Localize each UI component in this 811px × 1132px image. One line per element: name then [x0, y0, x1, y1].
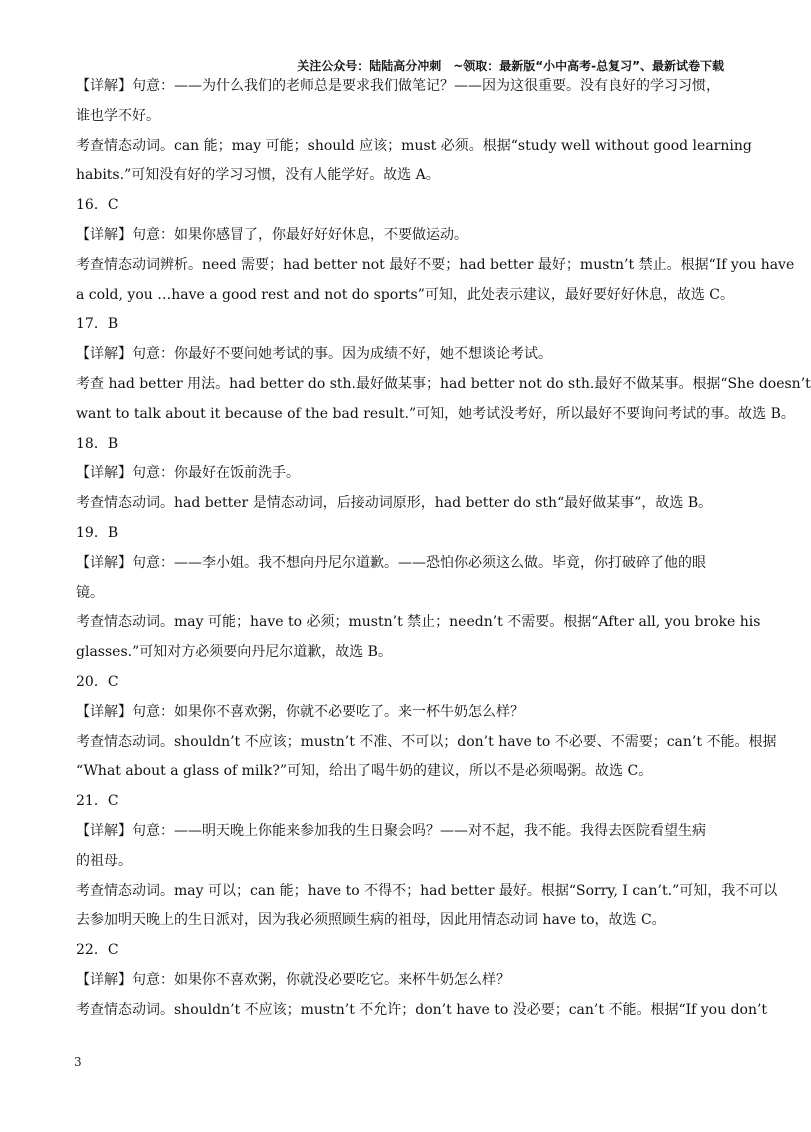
text-line: 考查情态动词。shouldn’t 不应该；mustn’t 不准、不可以；don’t have to 不必要、不需要；can’t 不能。根据: [76, 733, 777, 750]
question-number: 17．B: [76, 316, 119, 333]
text-line: 考查 had better 用法。had better do sth.最好做某事；had better not do sth.最好不做某事。根据“She doesn’t: [76, 375, 811, 392]
question-number: 20．C: [76, 673, 119, 690]
text-line: 考查情态动词。may 可能；have to 必须；mustn’t 禁止；needn’t 不需要。根据“After all, you broke his: [76, 614, 761, 631]
text-line: 【详解】句意：如果你不喜欢粥，你就没必要吃它。来杯牛奶怎么样？: [76, 971, 510, 988]
question-number: 16．C: [76, 197, 119, 214]
text-line: 考查情态动词。shouldn’t 不应该；mustn’t 不允许；don’t have to 没必要；can’t 不能。根据“If you don’t: [76, 1001, 768, 1018]
text-line: a cold, you …have a good rest and not do sports”可知，此处表示建议，最好要好好休息，故选 C。: [76, 286, 735, 303]
text-line: 镜。: [76, 584, 104, 601]
page-header: 关注公众号：陆陆高分冲刺 ~领取：最新版“小中高考-总复习”、最新试卷下载: [297, 59, 724, 73]
text-line: glasses.”可知对方必须要向丹尼尔道歉，故选 B。: [76, 644, 392, 661]
text-line: 【详解】句意：——明天晚上你能来参加我的生日聚会吗？——对不起，我不能。我得去医院看望生病: [76, 822, 706, 839]
text-line: 考查情态动词。had better 是情态动词，后接动词原形，had better do sth“最好做某事”，故选 B。: [76, 495, 713, 512]
question-number: 18．B: [76, 435, 119, 452]
question-number: 19．B: [76, 524, 119, 541]
text-line: want to talk about it because of the bad result.”可知，她考试没考好，所以最好不要询问考试的事。故选 B。: [76, 405, 795, 422]
text-line: 考查情态动词。may 可以；can 能；have to 不得不；had better 最好。根据“Sorry, I can’t.”可知，我不可以: [76, 882, 778, 899]
text-line: 【详解】句意：如果你不喜欢粥，你就不必要吃了。来一杯牛奶怎么样？: [76, 703, 524, 720]
text-line: 去参加明天晚上的生日派对，因为我必须照顾生病的祖母，因此用情态动词 have to，故选 C。: [76, 912, 666, 929]
text-line: 考查情态动词。can 能；may 可能；should 应该；must 必须。根据“study well without good learning: [76, 137, 752, 154]
text-line: 【详解】句意：你最好不要问她考试的事。因为成绩不好，她不想谈论考试。: [76, 346, 552, 363]
question-number: 22．C: [76, 942, 119, 959]
answer-explanations: [76, 72, 811, 1026]
text-line: habits.”可知没有好的学习习惯，没有人能学好。故选 A。: [76, 167, 440, 184]
text-line: 【详解】句意：——李小姐。我不想向丹尼尔道歉。——恐怕你必须这么做。毕竟，你打破碎了他的眼: [76, 554, 706, 571]
text-line: 考查情态动词辨析。need 需要；had better not 最好不要；had better 最好；mustn’t 禁止。根据“If you have: [76, 256, 795, 273]
text-line: “What about a glass of milk?”可知，给出了喝牛奶的建议，所以不是必须喝粥。故选 C。: [76, 763, 653, 780]
page-number: 3: [74, 1055, 82, 1069]
text-line: 【详解】句意：你最好在饭前洗手。: [76, 465, 300, 482]
text-line: 的祖母。: [76, 852, 132, 869]
question-number: 21．C: [76, 793, 119, 810]
text-line: 谁也学不好。: [76, 107, 160, 124]
text-line: 【详解】句意：如果你感冒了，你最好好好休息，不要做运动。: [76, 226, 468, 243]
text-line: 【详解】句意：——为什么我们的老师总是要求我们做笔记？——因为这很重要。没有良好的学习习惯，: [76, 78, 720, 94]
